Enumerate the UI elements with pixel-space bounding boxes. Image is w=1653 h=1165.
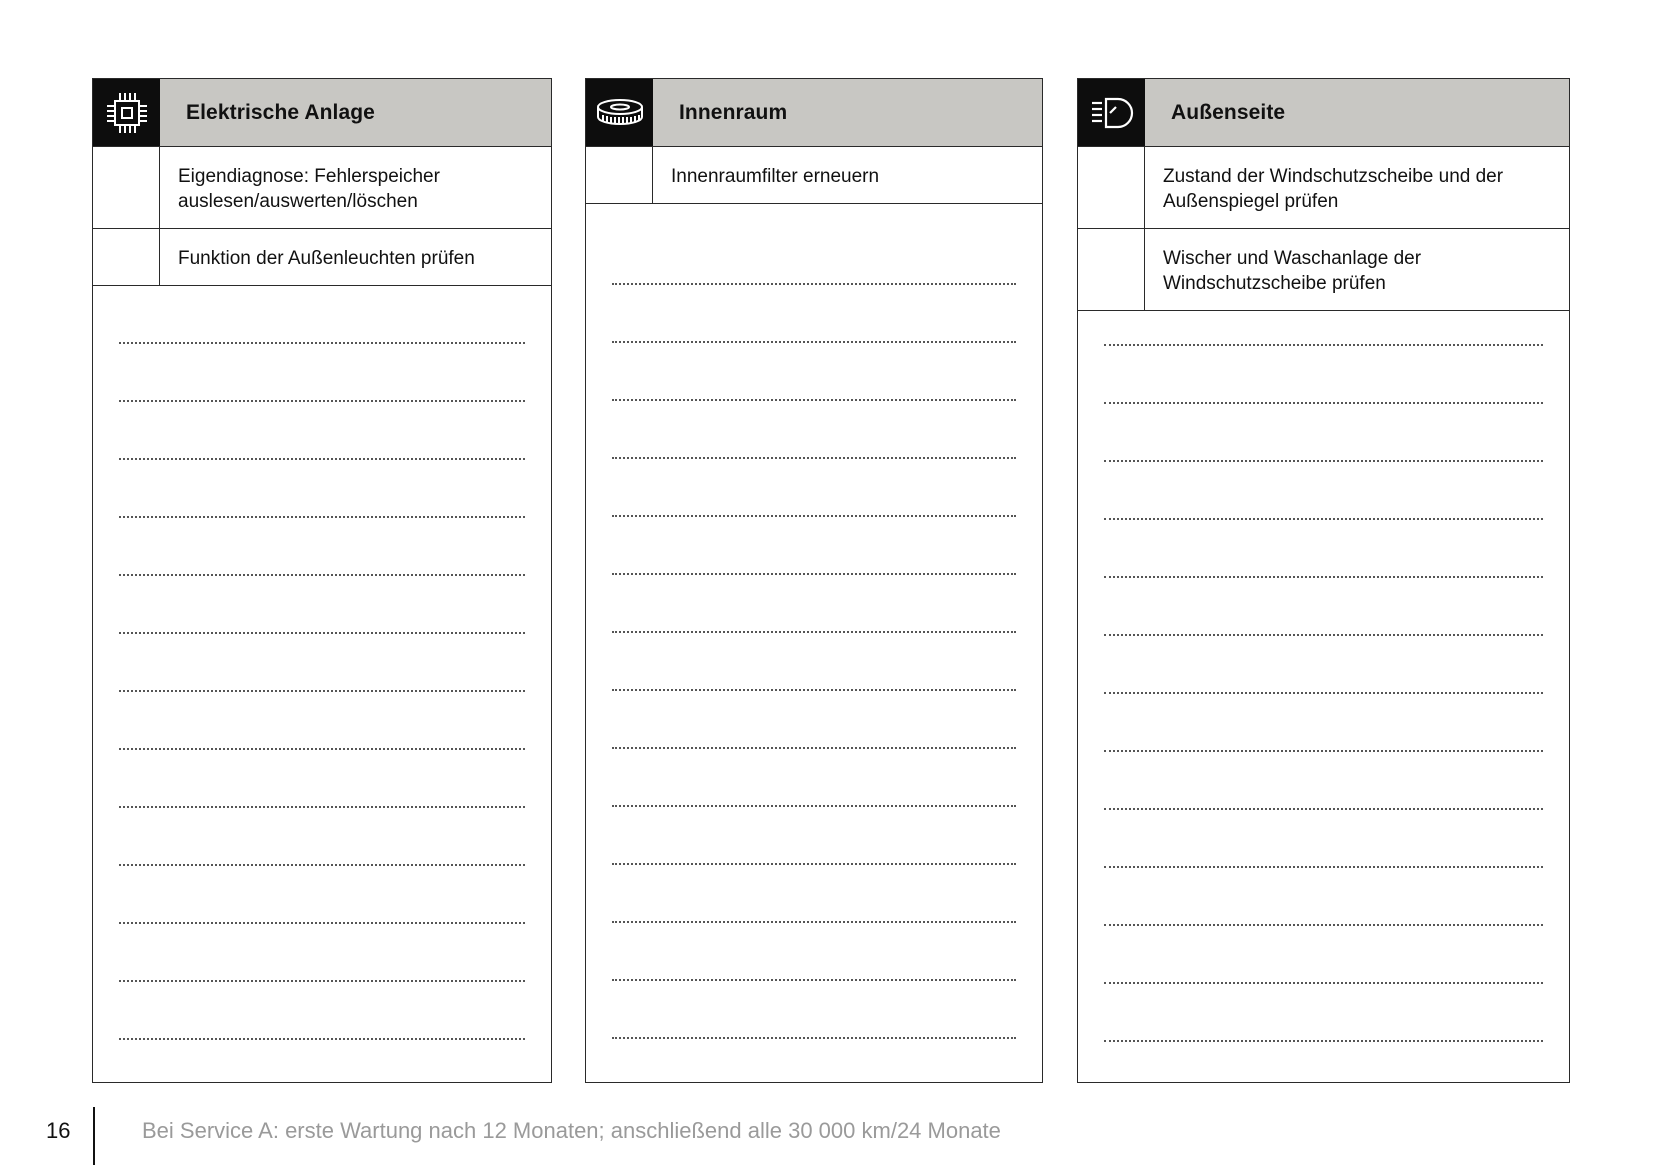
dotted-writing-line[interactable] (612, 283, 1016, 285)
dotted-writing-line[interactable] (612, 921, 1016, 923)
footer-note: Bei Service A: erste Wartung nach 12 Monaten; anschließend alle 30 000 km/24 Monate (142, 1118, 1001, 1143)
dotted-writing-line[interactable] (612, 399, 1016, 401)
checklist-item (1078, 229, 1569, 311)
dotted-writing-line[interactable] (612, 805, 1016, 807)
checklist-item-label: Eigendiagnose: Fehlerspeicher auslesen/auswerten/löschen (178, 166, 440, 212)
checklist-item (1078, 147, 1569, 229)
checklist-panel-aussenseite (1077, 78, 1570, 1083)
chip-icon (93, 79, 160, 146)
dotted-writing-line[interactable] (119, 690, 525, 692)
dotted-writing-line[interactable] (1104, 808, 1543, 810)
dotted-writing-line[interactable] (119, 980, 525, 982)
dotted-writing-line[interactable] (1104, 518, 1543, 520)
panel-title: Elektrische Anlage (160, 79, 551, 146)
dotted-writing-line[interactable] (119, 1038, 525, 1040)
dotted-writing-line[interactable] (612, 515, 1016, 517)
dotted-writing-line[interactable] (612, 341, 1016, 343)
checkbox-cell[interactable] (93, 147, 160, 228)
dotted-writing-line[interactable] (119, 458, 525, 460)
dotted-writing-line[interactable] (612, 689, 1016, 691)
footer-divider (93, 1107, 95, 1165)
dotted-writing-line[interactable] (1104, 344, 1543, 346)
dotted-writing-line[interactable] (1104, 924, 1543, 926)
headlight-icon (1078, 79, 1145, 146)
checklist-item-label: Innenraumfilter erneuern (671, 166, 880, 187)
dotted-writing-line[interactable] (119, 748, 525, 750)
dotted-writing-line[interactable] (612, 979, 1016, 981)
dotted-writing-line[interactable] (119, 516, 525, 518)
panel-title: Außenseite (1145, 79, 1569, 146)
dotted-writing-line[interactable] (1104, 692, 1543, 694)
checklist-item (93, 229, 551, 286)
dotted-writing-line[interactable] (119, 400, 525, 402)
panel-title: Innenraum (653, 79, 1042, 146)
checklist-item-label: Funktion der Außenleuchten prüfen (178, 248, 475, 269)
dotted-writing-line[interactable] (1104, 460, 1543, 462)
checklist-item (586, 147, 1042, 204)
dotted-writing-line[interactable] (119, 632, 525, 634)
dotted-writing-line[interactable] (119, 922, 525, 924)
checklist-panel-elektrische-anlage (92, 78, 552, 1083)
panel-header (93, 79, 551, 147)
page-number: 16 (46, 1118, 71, 1143)
dotted-writing-line[interactable] (1104, 866, 1543, 868)
dotted-writing-line[interactable] (1104, 1040, 1543, 1042)
checklist-item-label: Wischer und Waschanlage der Windschutzscheibe prüfen (1163, 248, 1422, 294)
checklist-item (93, 147, 551, 229)
dotted-writing-line[interactable] (119, 806, 525, 808)
dotted-writing-line[interactable] (612, 863, 1016, 865)
dotted-writing-line[interactable] (119, 574, 525, 576)
dotted-writing-line[interactable] (612, 631, 1016, 633)
dotted-writing-line[interactable] (612, 573, 1016, 575)
checkbox-cell[interactable] (93, 229, 160, 285)
dotted-writing-line[interactable] (612, 457, 1016, 459)
panel-header (1078, 79, 1569, 147)
dotted-writing-line[interactable] (1104, 982, 1543, 984)
checkbox-cell[interactable] (586, 147, 653, 203)
checkbox-cell[interactable] (1078, 147, 1145, 228)
dotted-writing-line[interactable] (119, 864, 525, 866)
panel-header (586, 79, 1042, 147)
checklist-item-label: Zustand der Windschutzscheibe und der Außenspiegel prüfen (1163, 166, 1504, 212)
dotted-writing-line[interactable] (1104, 576, 1543, 578)
dotted-writing-line[interactable] (612, 1037, 1016, 1039)
dotted-writing-line[interactable] (119, 342, 525, 344)
dotted-writing-line[interactable] (1104, 402, 1543, 404)
checklist-panel-innenraum (585, 78, 1043, 1083)
dotted-writing-line[interactable] (1104, 750, 1543, 752)
cabin-filter-icon (586, 79, 653, 146)
dotted-writing-line[interactable] (612, 747, 1016, 749)
checkbox-cell[interactable] (1078, 229, 1145, 310)
dotted-writing-line[interactable] (1104, 634, 1543, 636)
